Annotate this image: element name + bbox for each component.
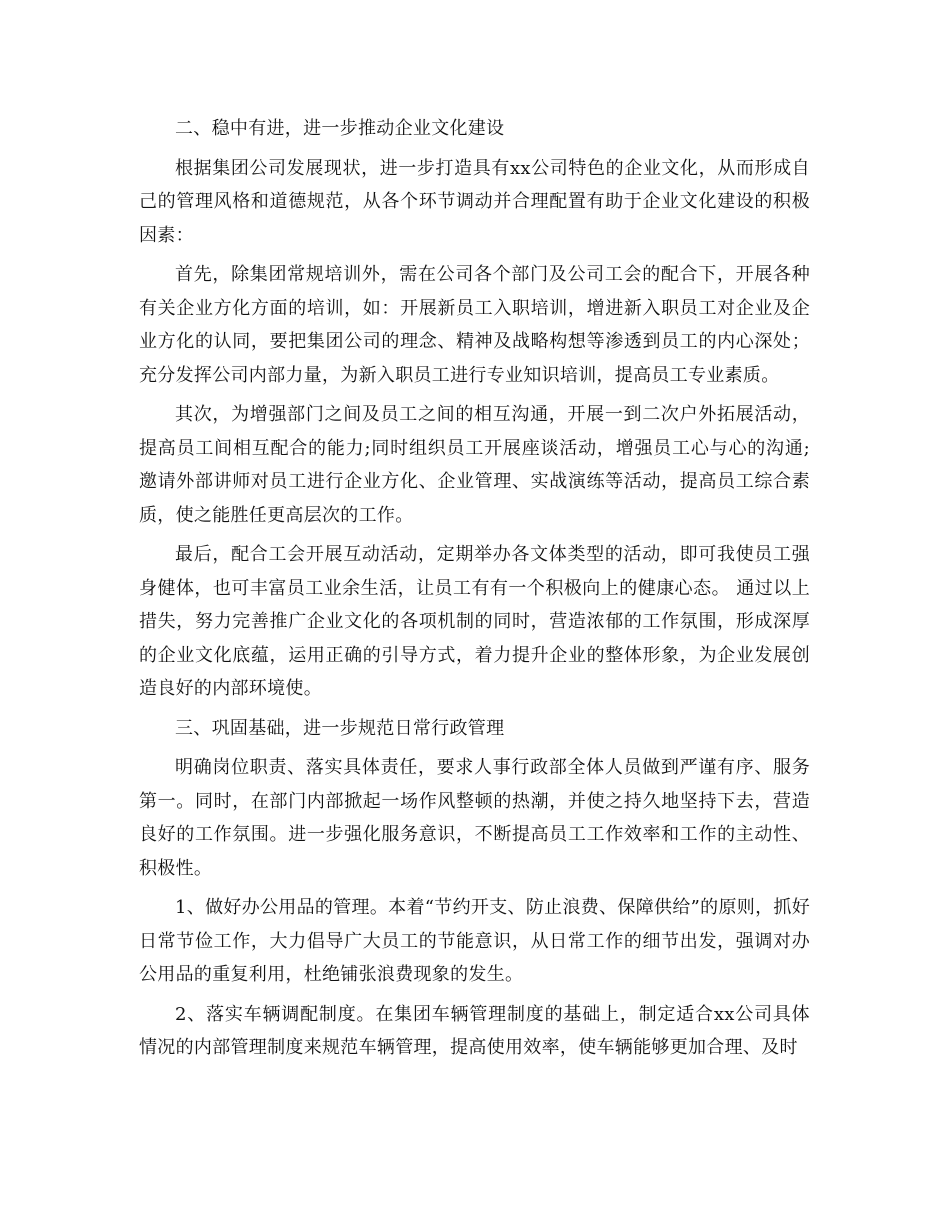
paragraph: 根据集团公司发展现状，进一步打造具有xx公司特色的企业文化，从而形成自己的管理风格和道德规范，从各个环节调动并合理配置有助于企业文化建设的积极因素： <box>139 157 810 246</box>
paragraph: 首先，除集团常规培训外，需在公司各个部门及公司工会的配合下，开展各种有关企业方化方面的培训，如：开展新员工入职培训，增进新入职员工对企业及企业方化的认同，要把集团公司的理念、精神及战略构想等渗透到员工的内心深处；充分发挥公司内部力量，为新入职员工进行专业知识培训，提高员工专业素质。 <box>139 264 810 386</box>
paragraph: 最后，配合工会开展互动活动，定期举办各文体类型的活动，即可我使员工强身健体，也可丰富员工业余生活，让员工有有一个积极向上的健康心态。 通过以上措失，努力完善推广企业文化的各项机制的同时，营造浓郁的工作氛围，形成深厚的企业文化底蕴，运用正确的引导方式，着力提升企业的整体形象，为企业发展创造良好的内部环境使。 <box>139 544 810 699</box>
list-item-1: 1、做好办公用品的管理。本着“节约开支、防止浪费、保障供给”的原则，抓好日常节俭工作，大力倡导广大员工的节能意识，从日常工作的细节出发，强调对办公用品的重复利用，杜绝铺张浪费现象的发生。 <box>139 897 810 985</box>
paragraph: 其次，为增强部门之间及员工之间的相互沟通，开展一到二次户外拓展活动，提高员工间相互配合的能力;同时组织员工开展座谈活动，增强员工心与心的沟通;邀请外部讲师对员工进行企业方化、企业管理、实战演练等活动，提高员工综合素质，使之能胜任更高层次的工作。 <box>139 404 810 526</box>
section-heading-2: 二、稳中有进，进一步推动企业文化建设 <box>175 118 505 139</box>
paragraph: 明确岗位职责、落实具体责任，要求人事行政部全体人员做到严谨有序、服务第一。同时，在部门内部掀起一场作风整顿的热潮，并使之持久地坚持下去，营造良好的工作氛围。进一步强化服务意识，不断提高员工工作效率和工作的主动性、积极性。 <box>139 757 810 879</box>
section-heading-3: 三、巩固基础，进一步规范日常行政管理 <box>175 717 505 739</box>
document-body <box>139 112 810 1071</box>
list-item-2: 2、落实车辆调配制度。在集团车辆管理制度的基础上，制定适合xx公司具体情况的内部管理制度来规范车辆管理，提高使用效率，使车辆能够更加合理、及时 <box>139 1003 810 1058</box>
